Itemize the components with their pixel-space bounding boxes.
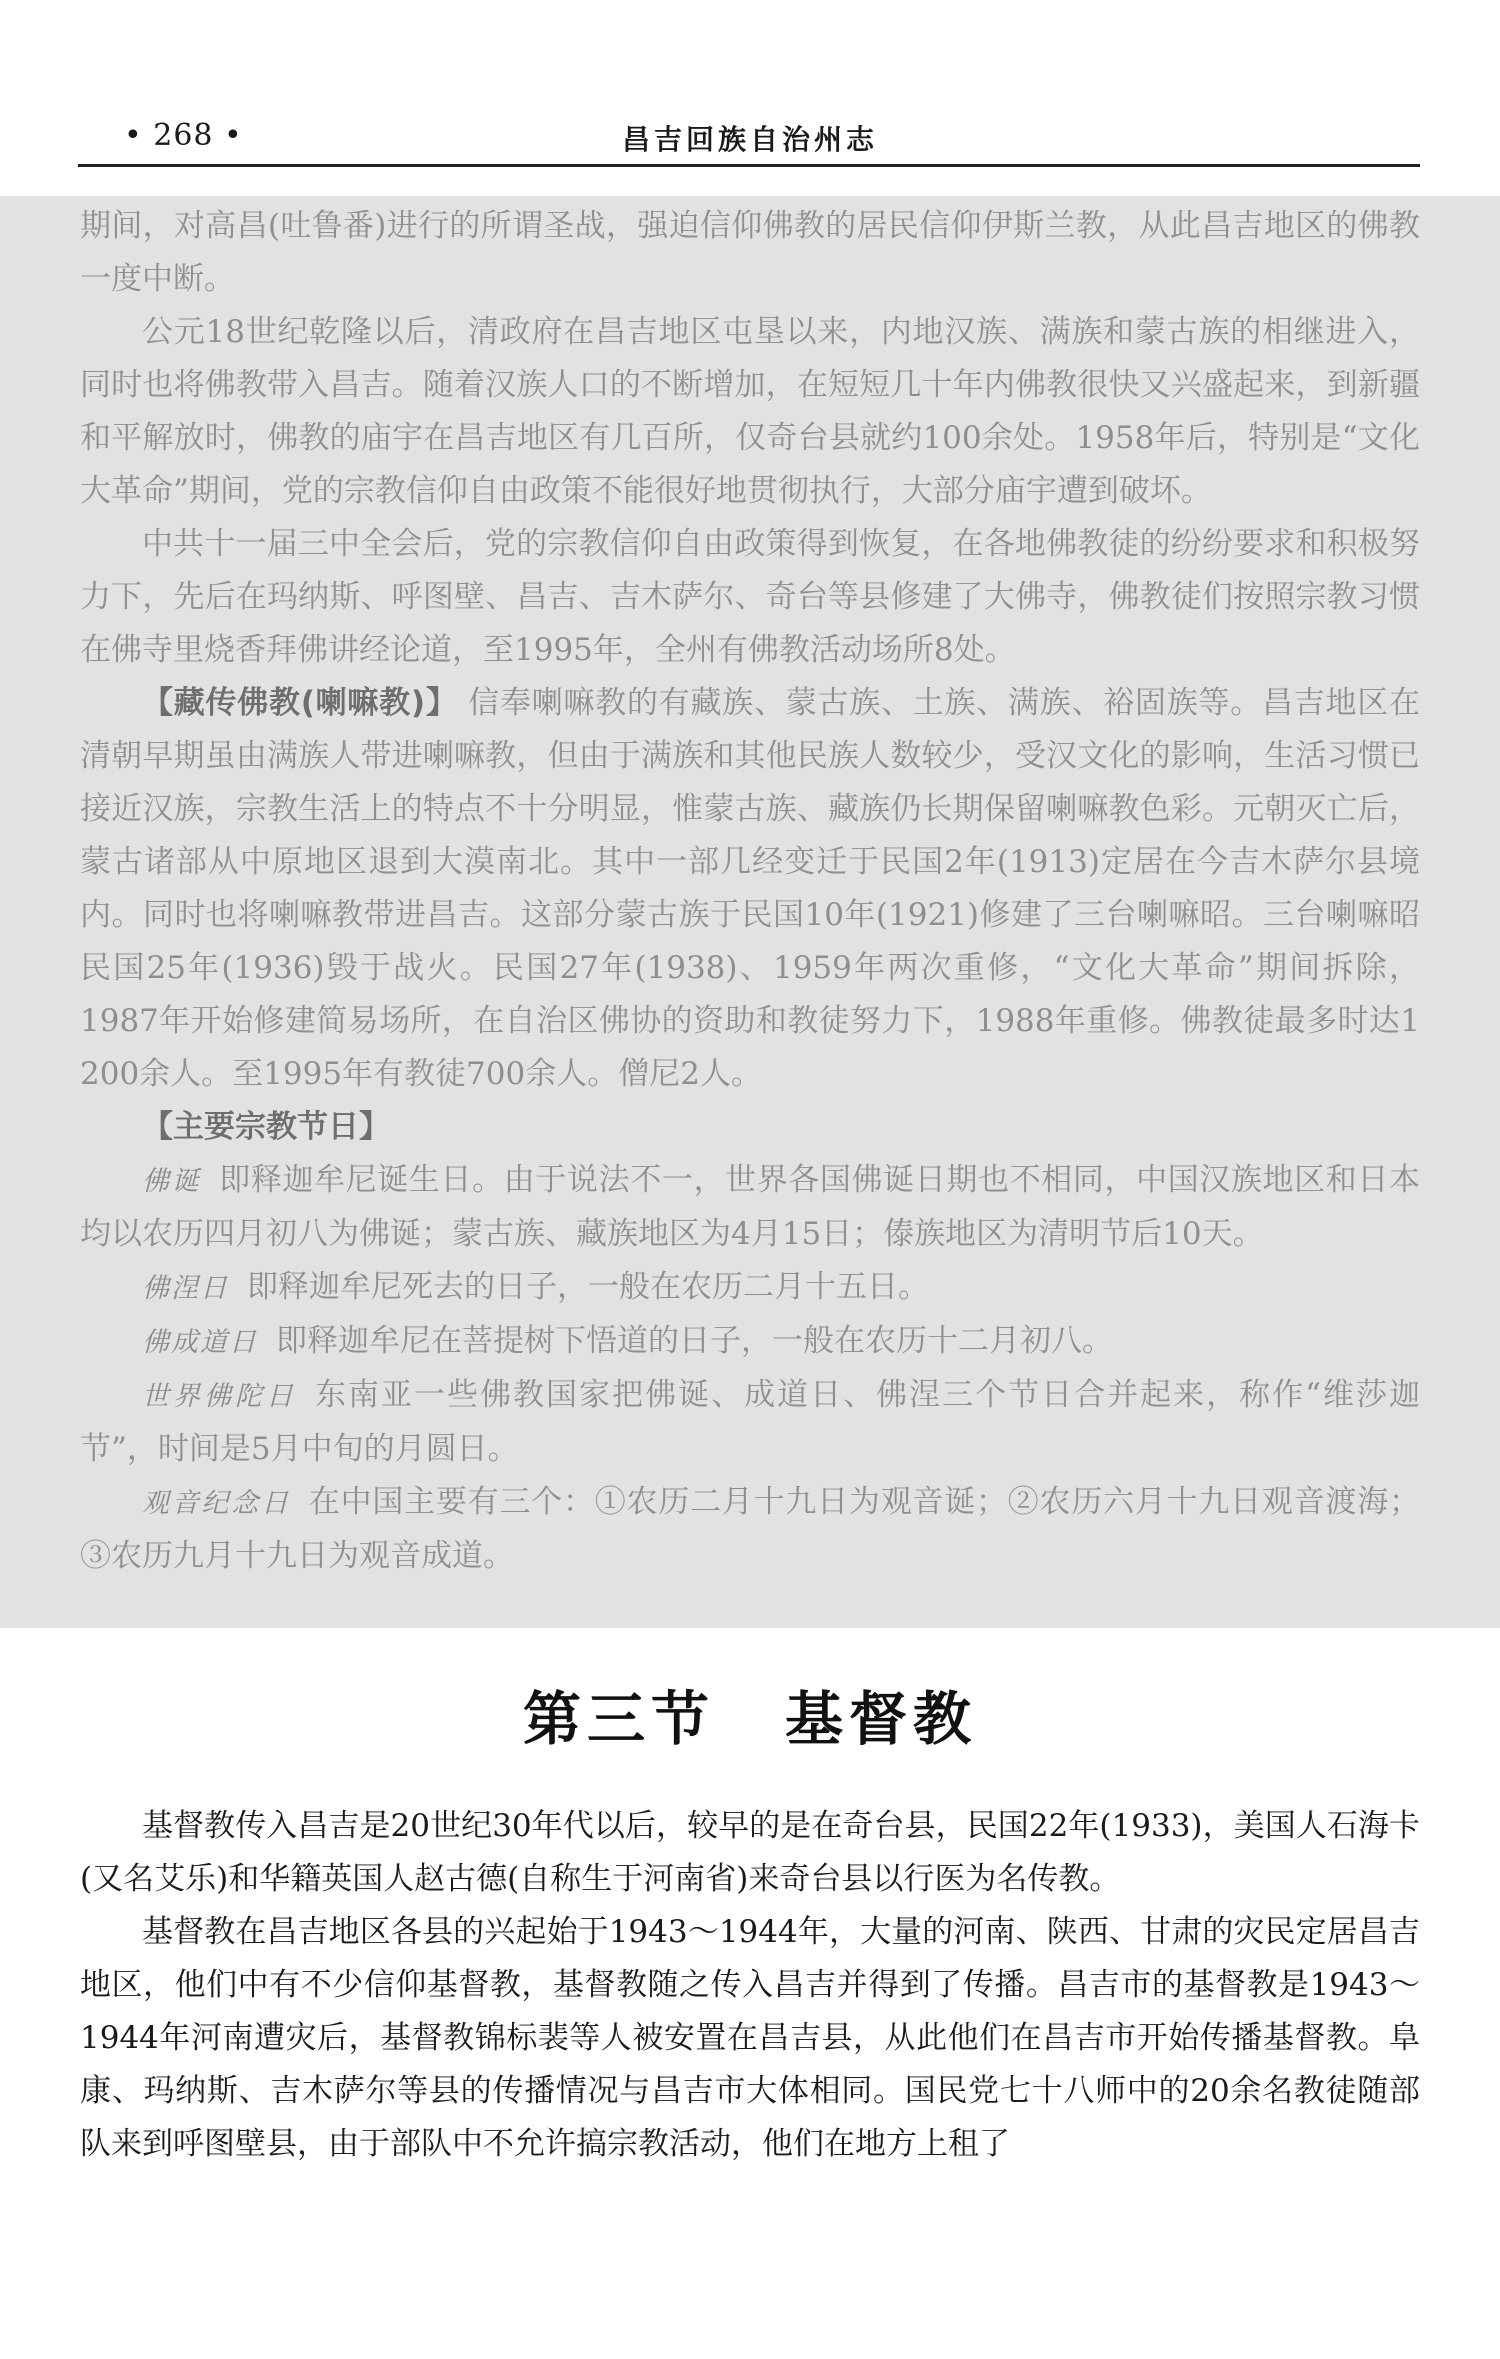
paragraph	[80, 677, 1420, 1101]
festival-term: 世界佛陀日	[142, 1381, 298, 1412]
page-number: • 268 •	[124, 118, 243, 153]
festival-term: 观音纪念日	[142, 1488, 291, 1519]
body-text	[80, 1800, 1420, 2171]
paragraph: 中共十一届三中全会后，党的宗教信仰自由政策得到恢复，在各地佛教徒的纷纷要求和积极努力下，先后在玛纳斯、呼图壁、昌吉、吉木萨尔、奇台等县修建了大佛寺，佛教徒们按照宗教习惯在佛寺里烧香拜佛讲经论道，至1995年，全州有佛教活动场所8处。	[80, 526, 1420, 668]
festival-text: 即释迦牟尼死去的日子，一般在农历二月十五日。	[247, 1269, 929, 1305]
paragraph: 基督教传入昌吉是20世纪30年代以后，较早的是在奇台县，民国22年(1933)，美国人石海卡(又名艾乐)和华籍英国人赵古德(自称生于河南省)来奇台县以行医为名传教。	[80, 1808, 1420, 1897]
festival-text: 在中国主要有三个：①农历二月十九日为观音诞；②农历六月十九日观音渡海；③农历九月十九日为观音成道。	[80, 1484, 1421, 1574]
subsection-heading: 【主要宗教节日】	[142, 1109, 390, 1145]
running-title: 昌吉回族自治州志	[621, 123, 878, 156]
section-title	[0, 1672, 1500, 1756]
festival-entry	[80, 1369, 1420, 1476]
festival-term: 佛诞	[142, 1166, 202, 1197]
subsection-heading-line	[80, 1101, 1420, 1154]
subsection-heading: 【藏传佛教(喇嘛教)】	[142, 685, 458, 721]
festival-entry	[80, 1154, 1420, 1261]
festival-term: 佛成道日	[142, 1327, 258, 1358]
paragraph: 期间，对高昌(吐鲁番)进行的所谓圣战，强迫信仰佛教的居民信仰伊斯兰教，从此昌吉地区的佛教一度中断。	[80, 208, 1420, 297]
festival-entry	[80, 1261, 1420, 1315]
paragraph-text: 信奉喇嘛教的有藏族、蒙古族、土族、满族、裕固族等。昌吉地区在清朝早期虽由满族人带进喇嘛教，但由于满族和其他民族人数较少，受汉文化的影响，生活习惯已接近汉族，宗教生活上的特点不十分明显，惟蒙古族、藏族仍长期保留喇嘛教色彩。元朝灭亡后，蒙古诸部从中原地区退到大漠南北。其中一部几经变迁于民国2年(1913)定居在今吉木萨尔县境内。同时也将喇嘛教带进昌吉。这部分蒙古族于民国10年(1921)修建了三台喇嘛昭。三台喇嘛昭民国25年(1936)毁于战火。民国27年(1938)、1959年两次重修，“文化大革命”期间拆除，1987年开始修建简易场所，在自治区佛协的资助和教徒努力下，1988年重修。佛教徒最多时达1 200余人。至1995年有教徒700余人。僧尼2人。	[80, 685, 1420, 1092]
page-header	[84, 118, 1416, 166]
section-number: 第三节	[522, 1685, 715, 1753]
festival-entry	[80, 1476, 1420, 1583]
header-rule	[78, 164, 1420, 167]
festival-term: 佛涅日	[142, 1273, 229, 1304]
festival-text: 东南亚一些佛教国家把佛诞、成道日、佛涅三个节日合并起来，称作“维莎迦节”，时间是5月中旬的月圆日。	[80, 1377, 1420, 1467]
section-name: 基督教	[785, 1685, 978, 1753]
paragraph: 基督教在昌吉地区各县的兴起始于1943～1944年，大量的河南、陕西、甘肃的灾民定居昌吉地区，他们中有不少信仰基督教，基督教随之传入昌吉并得到了传播。昌吉市的基督教是1943～1944年河南遭灾后，基督教锦标裴等人被安置在昌吉县，从此他们在昌吉市开始传播基督教。阜康、玛纳斯、吉木萨尔等县的传播情况与昌吉市大体相同。国民党七十八师中的20余名教徒随部队来到呼图壁县，由于部队中不允许搞宗教活动，他们在地方上租了	[80, 1914, 1420, 2162]
shaded-text	[80, 200, 1420, 1583]
festival-text: 即释迦牟尼诞生日。由于说法不一，世界各国佛诞日期也不相同，中国汉族地区和日本均以农历四月初八为佛诞；蒙古族、藏族地区为4月15日；傣族地区为清明节后10天。	[80, 1162, 1420, 1252]
paragraph: 公元18世纪乾隆以后，清政府在昌吉地区屯垦以来，内地汉族、满族和蒙古族的相继进入，同时也将佛教带入昌吉。随着汉族人口的不断增加，在短短几十年内佛教很快又兴盛起来，到新疆和平解放时，佛教的庙宇在昌吉地区有几百所，仅奇台县就约100余处。1958年后，特别是“文化大革命”期间，党的宗教信仰自由政策不能很好地贯彻执行，大部分庙宇遭到破坏。	[80, 314, 1420, 509]
festival-text: 即释迦牟尼在菩提树下悟道的日子，一般在农历十二月初八。	[276, 1323, 1113, 1359]
festival-entry	[80, 1315, 1420, 1369]
